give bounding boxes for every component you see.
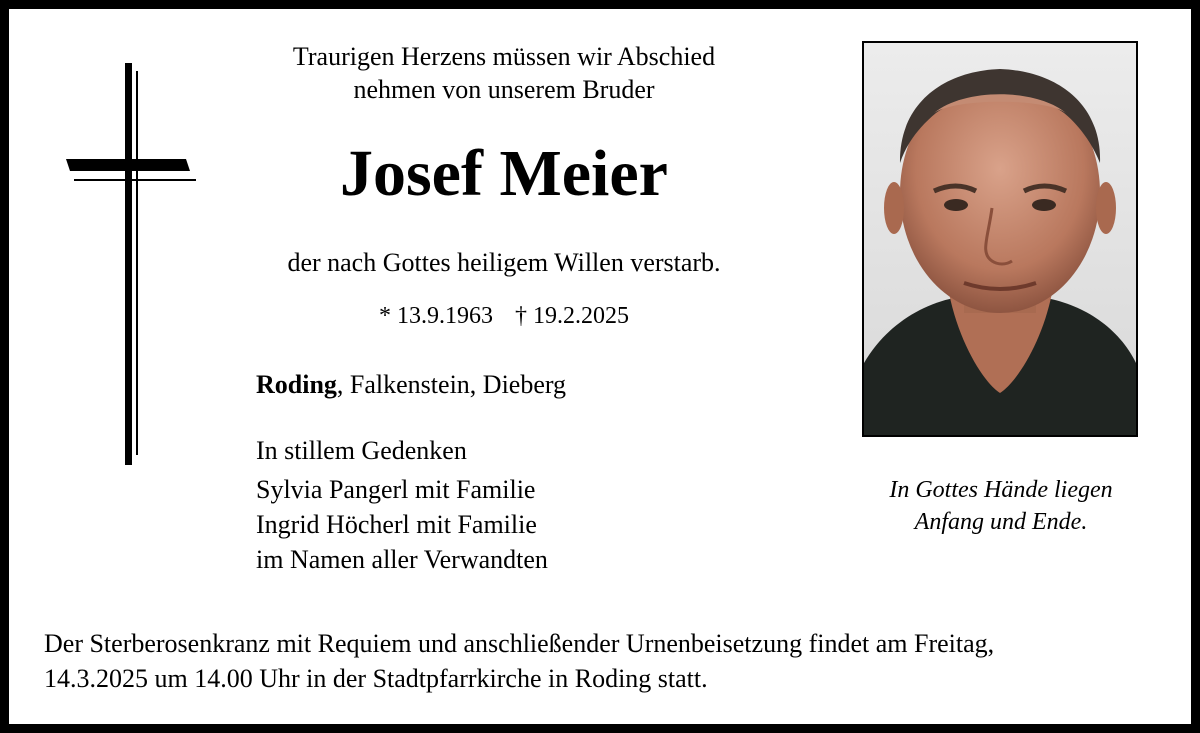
place-rest: , Falkenstein, Dieberg xyxy=(336,370,567,399)
mourner-line: im Namen aller Verwandten xyxy=(256,545,548,574)
deceased-name: Josef Meier xyxy=(340,137,668,210)
intro-text xyxy=(239,40,769,106)
portrait-photo xyxy=(862,41,1138,437)
places xyxy=(256,369,566,401)
death-date: † 19.2.2025 xyxy=(515,303,629,329)
mourners-heading: In stillem Gedenken xyxy=(256,436,467,465)
intro-line-2: nehmen von unserem Bruder xyxy=(353,75,655,104)
mourner-line: Sylvia Pangerl mit Familie xyxy=(256,475,536,504)
cross-icon xyxy=(66,63,196,465)
service-line-1: Der Sterberosenkranz mit Requiem und anschließender Urnenbeisetzung findet am Freitag, xyxy=(44,629,995,658)
service-line-2: 14.3.2025 um 14.00 Uhr in der Stadtpfarrkirche in Roding statt. xyxy=(44,664,708,693)
place-main: Roding xyxy=(256,370,337,399)
subtitle: der nach Gottes heiligem Willen verstarb. xyxy=(287,248,721,277)
quote-line-1: In Gottes Hände liegen xyxy=(889,477,1113,503)
birth-date: * 13.9.1963 xyxy=(379,303,493,329)
quote xyxy=(841,474,1161,538)
quote-line-2: Anfang und Ende. xyxy=(914,509,1088,535)
intro-line-1: Traurigen Herzens müssen wir Abschied xyxy=(292,42,716,71)
portrait-image xyxy=(864,43,1136,435)
mourners xyxy=(256,433,548,577)
obituary-card xyxy=(9,9,1191,724)
life-dates xyxy=(239,301,769,331)
service-announcement xyxy=(44,626,1184,696)
mourner-line: Ingrid Höcherl mit Familie xyxy=(256,510,537,539)
